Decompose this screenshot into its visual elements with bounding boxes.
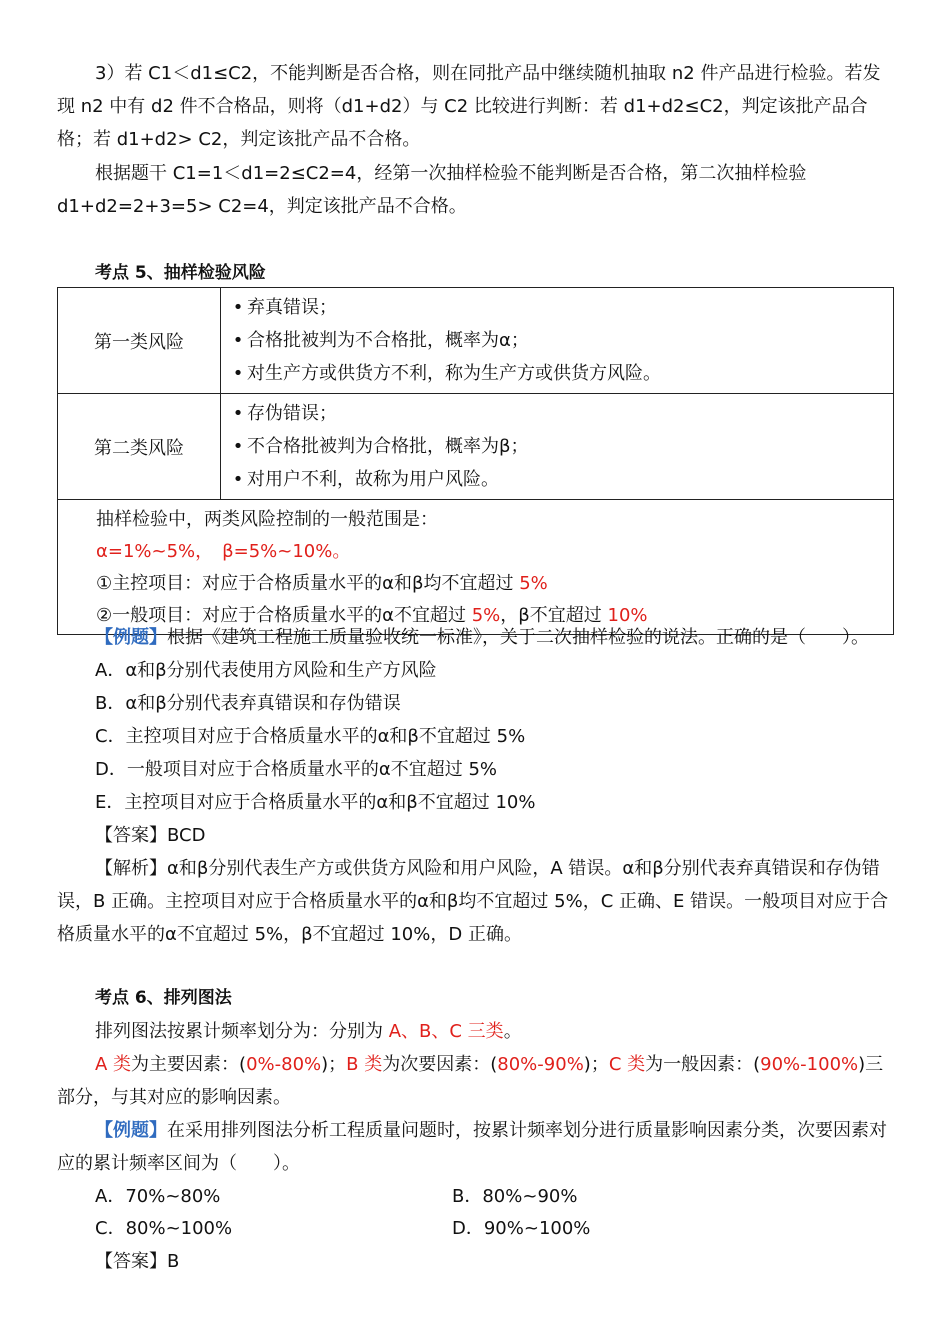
text: 排列图法按累计频率划分为：分别为 [95, 1021, 389, 1042]
risk-items-type2 [221, 394, 894, 500]
class-a-range: 0%-80% [246, 1054, 322, 1075]
list-item: • 不合格批被判为合格批，概率为β； [229, 430, 893, 463]
summary-line-1: 抽样检验中，两类风险控制的一般范围是： [96, 509, 438, 530]
list-item: • 对生产方或供货方不利，称为生产方或供货方风险。 [229, 357, 893, 390]
option-a: A．α和β分别代表使用方风险和生产方风险 [95, 660, 437, 681]
section6-title: 考点 6、排列图法 [95, 988, 232, 1008]
question-text: 在采用排列图法分析工程质量问题时，按累计频率划分进行质量影响因素分类，次要因素对应的累计频率区间为（ ）。 [57, 1120, 887, 1174]
text: 为一般因素：( [645, 1054, 761, 1075]
list-item: • 存伪错误； [229, 397, 893, 430]
example5-answer: 【答案】BCD [95, 825, 206, 846]
risk-table [57, 287, 894, 635]
example5-question [95, 621, 869, 654]
question-text: 根据《建筑工程施工质量验收统一标准》，关于二次抽样检验的说法。正确的是（ ）。 [167, 627, 869, 648]
example6-answer: 【答案】B [95, 1251, 180, 1272]
class-a-label: A 类 [95, 1054, 132, 1075]
example-tag: 【例题】 [95, 627, 167, 648]
risk-row-type2 [58, 394, 894, 500]
class-b-range: 80%-90% [497, 1054, 584, 1075]
risk-label-type1: 第一类风险 [58, 288, 221, 394]
summary-value: 5% [471, 605, 501, 626]
option-d: D．90%~100% [452, 1218, 591, 1239]
option-e: E．主控项目对应于合格质量水平的α和β不宜超过 10% [95, 792, 536, 813]
text: 为次要因素：( [382, 1054, 498, 1075]
risk-label-type2: 第二类风险 [58, 394, 221, 500]
example-tag: 【例题】 [95, 1120, 167, 1141]
list-item: • 对用户不利，故称为用户风险。 [229, 463, 893, 496]
option-b: B．α和β分别代表弃真错误和存伪错误 [95, 693, 401, 714]
option-c: C．主控项目对应于合格质量水平的α和β不宜超过 5% [95, 726, 526, 747]
list-item: • 弃真错误； [229, 291, 893, 324]
risk-row-type1 [58, 288, 894, 394]
class-b-label: B 类 [346, 1054, 383, 1075]
summary-line-2: α=1%~5%， β=5%~10%。 [96, 541, 351, 562]
section6-classes [57, 1048, 895, 1114]
example5-analysis: 【解析】α和β分别代表生产方或供货方风险和用户风险，A 错误。α和β分别代表弃真错误和存伪错误，B 正确。主控项目对应于合格质量水平的α和β均不宜超过 5%，C 正确、E 错误。一般项目对应于合格质量水平的α不宜超过 5%，β不宜超过 10%，D 正确。 [57, 858, 889, 945]
intro-paragraph-2: 根据题干 C1=1＜d1=2≤C2=4，经第一次抽样检验不能判断是否合格，第二次抽样检验 d1+d2=2+3=5> C2=4，判定该批产品不合格。 [57, 163, 807, 217]
summary-value: 10% [607, 605, 648, 626]
class-c-range: 90%-100% [760, 1054, 859, 1075]
class-names: A、B、C 三类 [388, 1021, 504, 1042]
section6-line-1 [95, 1015, 522, 1048]
risk-summary [58, 500, 894, 635]
option-d: D．一般项目对应于合格质量水平的α不宜超过 5% [95, 759, 498, 780]
class-c-label: C 类 [608, 1054, 646, 1075]
risk-summary-row [58, 500, 894, 635]
text: 。 [503, 1021, 522, 1042]
option-b: B．80%~90% [452, 1186, 578, 1207]
list-item: • 合格批被判为不合格批，概率为α； [229, 324, 893, 357]
summary-text: ①主控项目：对应于合格质量水平的α和β均不宜超过 [96, 573, 520, 594]
example6-question [57, 1114, 895, 1180]
summary-text: ，β不宜超过 [500, 605, 608, 626]
text: )； [321, 1054, 347, 1075]
risk-items-type1 [221, 288, 894, 394]
text: )； [583, 1054, 609, 1075]
text: )三部分，与其对应的影响因素。 [57, 1054, 884, 1108]
option-c: C．80%~100% [95, 1218, 233, 1239]
section5-title: 考点 5、抽样检验风险 [95, 263, 266, 283]
summary-text: ②一般项目：对应于合格质量水平的α不宜超过 [96, 605, 472, 626]
text: 为主要因素：( [131, 1054, 247, 1075]
intro-paragraph-1: 3）若 C1＜d1≤C2，不能判断是否合格，则在同批产品中继续随机抽取 n2 件产品进行检验。若发现 n2 中有 d2 件不合格品，则将（d1+d2）与 C2 比较进行判断：若 d1+d2≤C2，判定该批产品合格；若 d1+d2> C2，判定该批产品不合格。 [57, 63, 881, 150]
option-a: A．70%~80% [95, 1186, 221, 1207]
summary-value: 5% [519, 573, 548, 594]
summary-line-3 [96, 568, 893, 600]
